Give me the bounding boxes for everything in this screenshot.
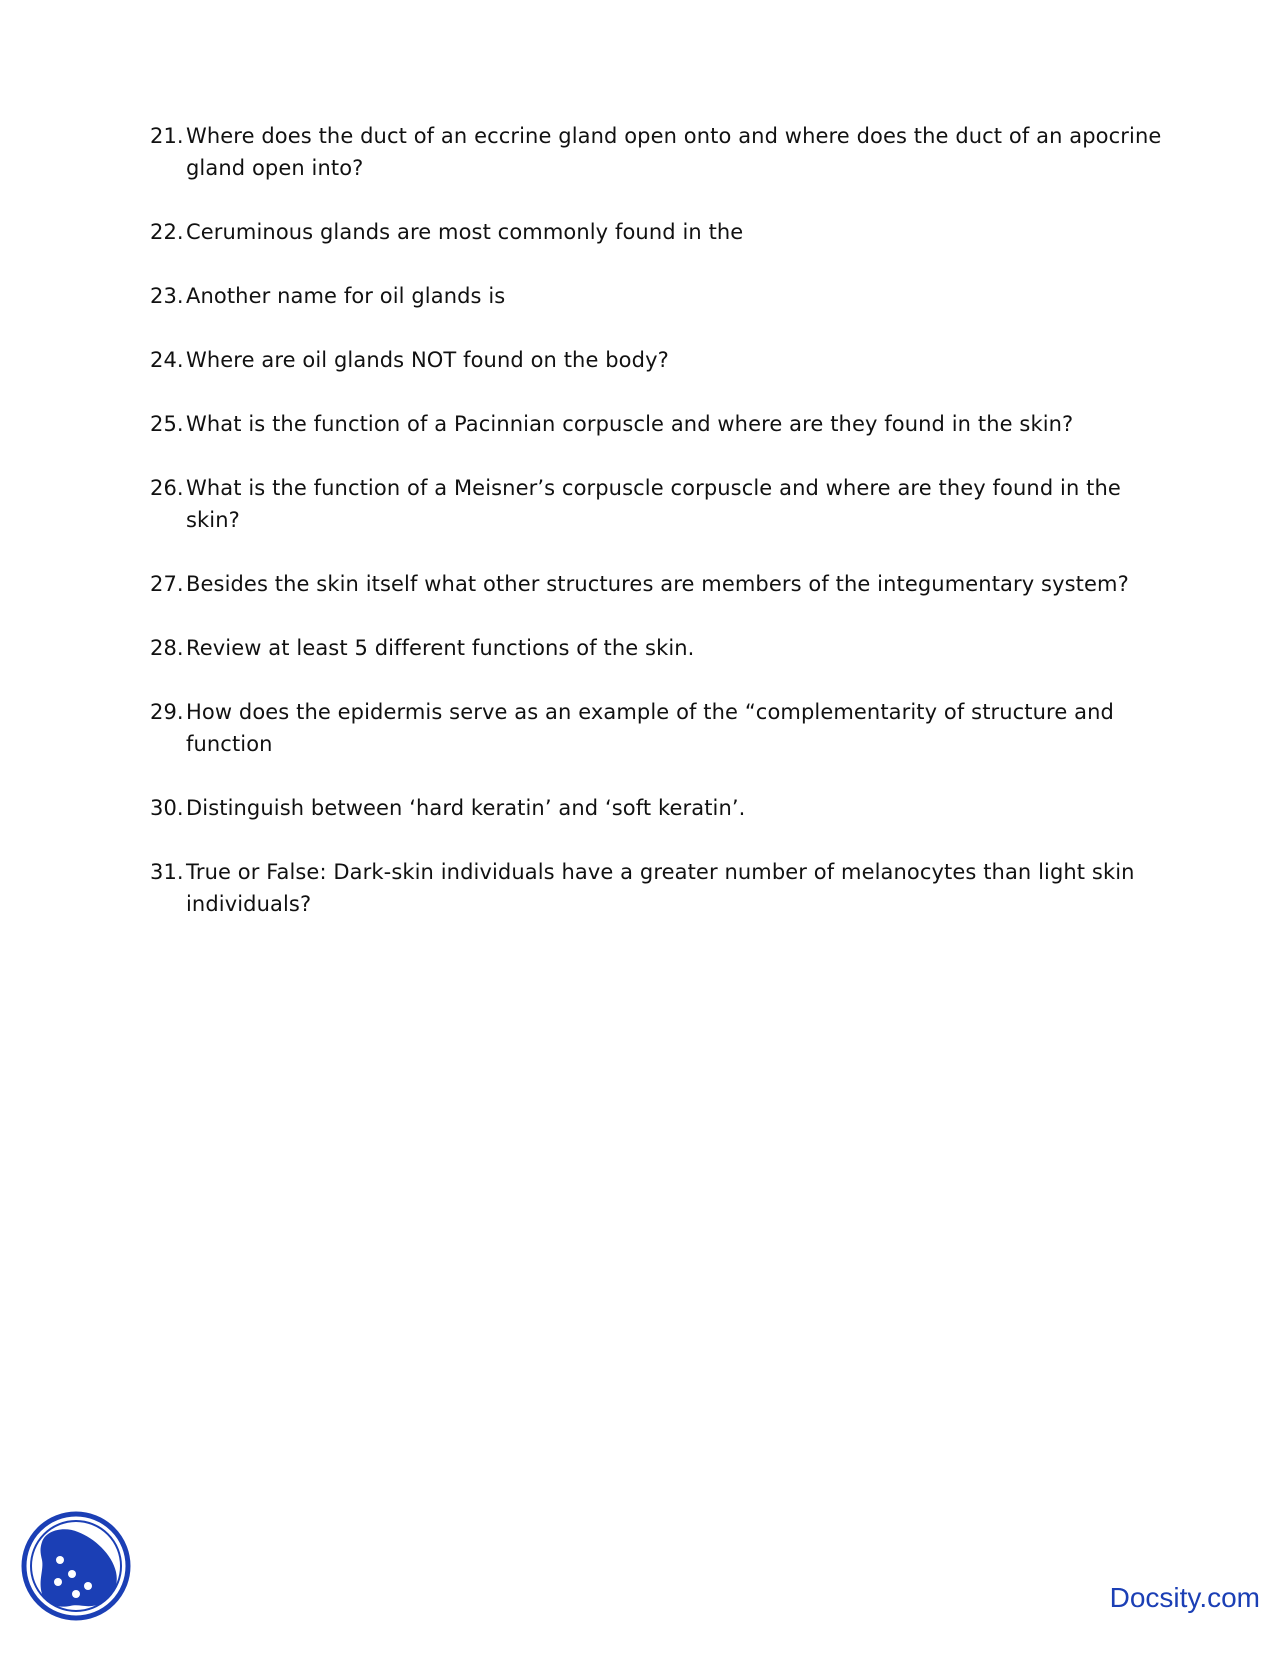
- question-list: [150, 120, 1170, 952]
- question-number: 21.: [150, 124, 184, 148]
- question-text: What is the function of a Pacinnian corpuscle and where are they found in the skin?: [186, 412, 1074, 436]
- docsity-brand-text[interactable]: Docsity.com: [1109, 1582, 1260, 1613]
- question-number: 24.: [150, 348, 184, 372]
- question-item: [150, 568, 1170, 600]
- question-text: Ceruminous glands are most commonly found in the: [186, 220, 744, 244]
- question-number: 23.: [150, 284, 184, 308]
- question-text: Review at least 5 different functions of the skin.: [186, 636, 695, 660]
- question-text: Where are oil glands NOT found on the body?: [186, 348, 669, 372]
- question-text: True or False: Dark-skin individuals have a greater number of melanocytes than light skin individuals?: [186, 860, 1135, 916]
- question-text: Where does the duct of an eccrine gland open onto and where does the duct of an apocrine gland open into?: [186, 124, 1162, 180]
- question-number: 26.: [150, 476, 184, 500]
- question-item: [150, 632, 1170, 664]
- question-item: [150, 856, 1170, 920]
- question-number: 31.: [150, 860, 184, 884]
- question-text: Another name for oil glands is: [186, 284, 506, 308]
- question-number: 30.: [150, 796, 184, 820]
- question-item: [150, 344, 1170, 376]
- question-text: What is the function of a Meisner’s corpuscle corpuscle and where are they found in the skin?: [186, 476, 1121, 532]
- question-item: [150, 696, 1170, 760]
- question-number: 25.: [150, 412, 184, 436]
- question-text: Distinguish between ‘hard keratin’ and ‘soft keratin’.: [186, 796, 746, 820]
- question-item: [150, 216, 1170, 248]
- docsity-logo-icon: [20, 1510, 132, 1622]
- question-number: 27.: [150, 572, 184, 596]
- question-number: 22.: [150, 220, 184, 244]
- question-item: [150, 120, 1170, 184]
- question-text: Besides the skin itself what other structures are members of the integumentary system?: [186, 572, 1129, 596]
- question-item: [150, 472, 1170, 536]
- question-text: How does the epidermis serve as an example of the “complementarity of structure and function: [186, 700, 1114, 756]
- question-item: [150, 408, 1170, 440]
- question-item: [150, 792, 1170, 824]
- question-number: 29.: [150, 700, 184, 724]
- question-number: 28.: [150, 636, 184, 660]
- question-item: [150, 280, 1170, 312]
